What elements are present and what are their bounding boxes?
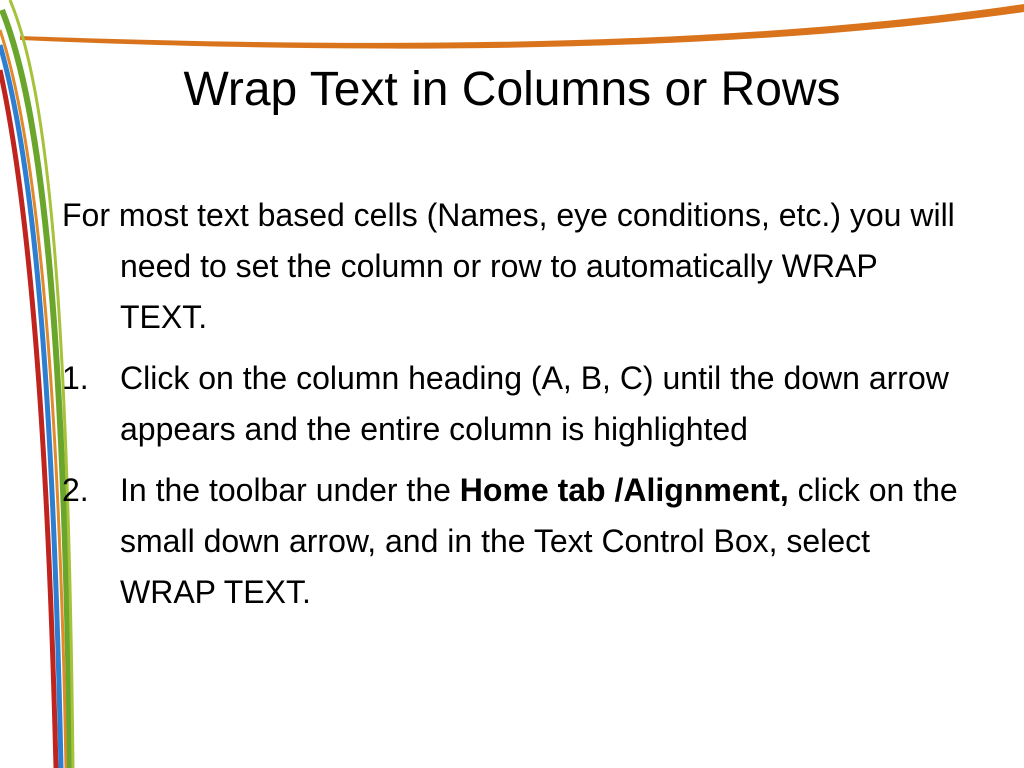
step-item-2	[62, 465, 962, 618]
slide-title: Wrap Text in Columns or Rows	[183, 63, 841, 116]
step-number: 1.	[62, 360, 89, 396]
step-item-1	[62, 353, 962, 455]
step-text-after: click on the small down arrow, and in the Text Control Box, select WRAP TEXT.	[120, 472, 958, 610]
step-text-before: In the toolbar under the	[120, 472, 460, 508]
step-number: 2.	[62, 472, 89, 508]
intro-paragraph: For most text based cells (Names, eye conditions, etc.) you will need to set the column or row to automatically WRAP TEXT.	[62, 197, 955, 335]
step-text: Click on the column heading (A, B, C) until the down arrow appears and the entire column is highlighted	[120, 360, 949, 447]
slide-body	[62, 190, 962, 628]
step-text-bold: Home tab /Alignment,	[459, 472, 789, 508]
orange-top-swoosh	[20, 4, 1024, 49]
